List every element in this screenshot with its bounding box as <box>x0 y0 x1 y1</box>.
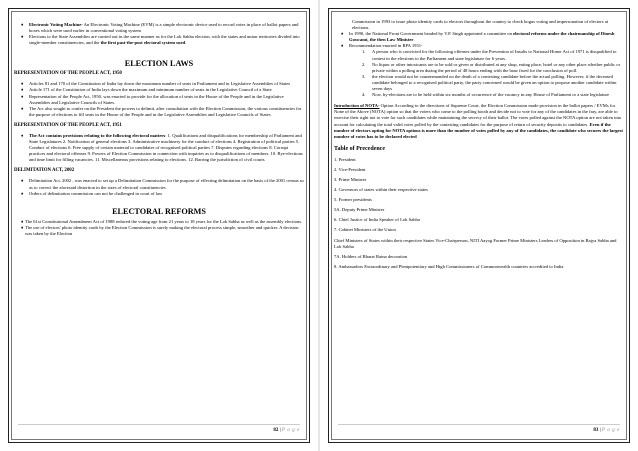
page-number: 82 <box>273 428 279 433</box>
list-item: 7A. Holders of Bharat Ratna decoration <box>334 253 408 259</box>
evm-text: An Electronic Voting Machine (EVM) is a simple electronic device used to record votes in place of ballot papers and boxes which were used earlier in conventional voting system <box>29 22 299 34</box>
list-item: 3. Prime Minister <box>334 176 367 182</box>
page-label: P a g e <box>601 428 620 433</box>
precedence-title: Table of Precedence <box>334 145 385 152</box>
list-item: ♦ The use of electors' photo identity cards by the Election Commission is surely making the electoral process simple, smoother and quicker. A decision was taken by the Election <box>14 225 304 237</box>
state-assembly-text: Elections to the State Assemblies are carried out in the same manner as for the Lok Sabha election, with the states and union territories divided into single-member constituencies, and the <box>29 34 300 46</box>
precedence-list <box>334 157 624 270</box>
rpa-1951-heading: REPRESENTATION OF THE PEOPLE ACT, 1951 <box>14 122 122 128</box>
list-item: 4. Governors of states within their respective states <box>334 187 428 193</box>
list-item: 1. A person who is convicted for the following offenses under the Prevention of Insults to National Honor Act of 1971 is disqualified to contest in the elections to the Parliament and state legislature for 6 years. <box>362 49 617 61</box>
list-item: 3. the election would not be countermanded on the death of a contesting candidate before the actual polling. However, if the deceased candidate belonged to a recognised political party, the party concerned would be given an option to propose another candidate within seven days <box>362 73 617 92</box>
page-footer: 82 | P a g e <box>18 424 300 433</box>
list-item: ♦ Article 171 of the Constitution of India lays down the maximum and minimum number of seats in the Legislative Council of a State <box>14 87 304 93</box>
list-item: 5A. Deputy Prime Minister <box>334 207 385 213</box>
list-item: ♦ The Act also sought to confer on the President the powers to delimit, after consultation with the Election Commission, the various constituencies for the purpose of elections to fill seats in the House of the People and in the Legislative Assemblies and Legislative Councils of States <box>14 106 304 118</box>
list-item: ♦ Articles 81 and 170 of the Constitution of India lay down the maximum number of seats in Parliament and in Legislative Assemblies of States <box>14 81 304 87</box>
list-item: 5. Former presidents <box>334 197 372 203</box>
list-item: ♦ Recommendation enacted in RPA 1951- <box>334 43 624 49</box>
left-page <box>0 0 318 451</box>
list-item: ♦ Elections to the State Assemblies are carried out in the same manner as for the Lok Sabha election, with the states and union territories divided into single-member constituencies, and the the first past-the-post electoral system used. <box>14 34 304 46</box>
page-number: 83 <box>593 428 599 433</box>
list-item: ♦ In 1990, the National Front Government headed by V.P. Singh appointed a committee on electoral reforms under the chairmanship of Dinesh Goswami, the then Law Minister. <box>334 31 624 43</box>
nota-paragraph: Introduction of NOTA- Option According to the directions of Supreme Court, the Election Commission made provision in the ballot papers / EVMs for None of the Above (NOTA) option so that the voters who come to the polling booth and decide not to vote for any of the candidates in the fray, are able to exercise their right not to vote for such candidates while maintaining the secrecy of their ballot. The votes polled against the NOTA option are not taken into account for calculating the total valid votes polled by the contesting candidates for the purpose of return of security deposits to candidates. Even if the number of electors opting for NOTA options is more than the number of votes polled by any of the candidates, the candidate who secures the largest number of votes has to be declared elected <box>334 103 623 139</box>
list-item: ♦ Delimitation Act, 2002 , was enacted to set up a Delimitation Commission for the purpose of effecting delimitation on the basis of the 2001 census so as to correct the aforesaid distortion in the sizes of electoral constituencies <box>14 178 304 190</box>
list-item: 2. No liquor or other intoxicants are to be sold or given or distributed at any shop, eating place, hotel or any other place whether public or private within a polling area during the period of 48 hours ending with the hour fixed for the conclusion of poll. <box>362 61 621 73</box>
list-item: Chief Ministers of States within their respective States Vice-Chairperson, NITI Aayog Former Prime Ministers Leaders of Opposition in Rajya Sabha and Lok Sabha <box>334 237 617 249</box>
fptp-term: the first past-the-post electoral system used <box>100 40 186 46</box>
reforms-list <box>14 219 304 237</box>
right-page <box>320 0 638 451</box>
list-item: 6. Chief Justice of India Speaker of Lok Sabha <box>334 217 420 223</box>
delimitation-list <box>14 178 304 196</box>
election-laws-heading: ELECTION LAWS <box>124 59 194 69</box>
list-item: ♦ The Act contains provisions relating to the following electoral matters: 1. Qualifications and disqualifications for membership of Parliament and State Legislatures 2. Notification of general elections 3. Administrative machinery for the conduct of elections 4. Registration of political parties 5. Conduct of elections 6. Free supply of certain material to candidates of recognised political parties 7. Disputes regarding elections 8. Corrupt practices and electoral offenses 9. Powers of Election Commission in connection with inquiries as to disqualifications of members. 10. Bye-elections and time limit for filling vacancies. 11. Miscellaneous provisions relating to elections. 12. Barring the jurisdiction of civil courts <box>14 133 304 163</box>
page-label: P a g e <box>281 428 300 433</box>
left-page-content <box>14 22 304 421</box>
list-item: ♦ Representation of the People Act, 1950, was enacted to provide for the allocation of seats in the House of the People and in the Legislative Assemblies and Legislative Councils of States. <box>14 94 304 106</box>
list-item: 4. Now, by-elections are to be held within six months of occurrence of the vacancy in any House of Parliament or a state legislature <box>362 92 610 98</box>
rpa-1950-heading: REPRESENTATION OF THE PEOPLE ACT, 1950 <box>14 71 122 77</box>
page-footer: 83 | P a g e <box>338 424 620 433</box>
rpa-1951-list <box>14 133 304 163</box>
right-page-content <box>334 19 624 421</box>
nota-label: Introduction of NOTA- <box>334 103 380 109</box>
reform-bullet-list <box>334 31 624 49</box>
list-item: 1. President <box>334 156 356 162</box>
list-item: 2. Vice-President <box>334 166 366 172</box>
list-item: 7. Cabinet Ministers of the Union <box>334 227 396 233</box>
list-item: 8. Ambassadors Extraordinary and Plenipotentiary and High Commissioners of Commonwealth countries accredited to India <box>334 263 564 269</box>
list-item: ♦ The 61st Constitutional Amendment Act of 1988 reduced the voting age from 21 years to 18 years for the Lok Sabha as well as the assembly elections. <box>14 219 304 225</box>
list-item <box>14 22 304 34</box>
list-item: ♦ Orders of delimitation commission can not be challenged in court of law <box>14 191 304 197</box>
delimitation-heading: DELIMITATION ACT, 2002 <box>14 168 75 174</box>
recommendations-list <box>334 49 624 98</box>
continued-paragraph: Commission in 1993 to issue photo identity cards to electors throughout the country to check bogus voting and impersonation of electors at elections. <box>352 19 609 31</box>
rpa-1950-list <box>14 81 304 118</box>
evm-term: Electronic Voting Machine- <box>29 22 83 27</box>
intro-bullet-list <box>14 22 304 46</box>
electoral-reforms-heading: ELECTORAL REFORMS <box>112 206 206 216</box>
